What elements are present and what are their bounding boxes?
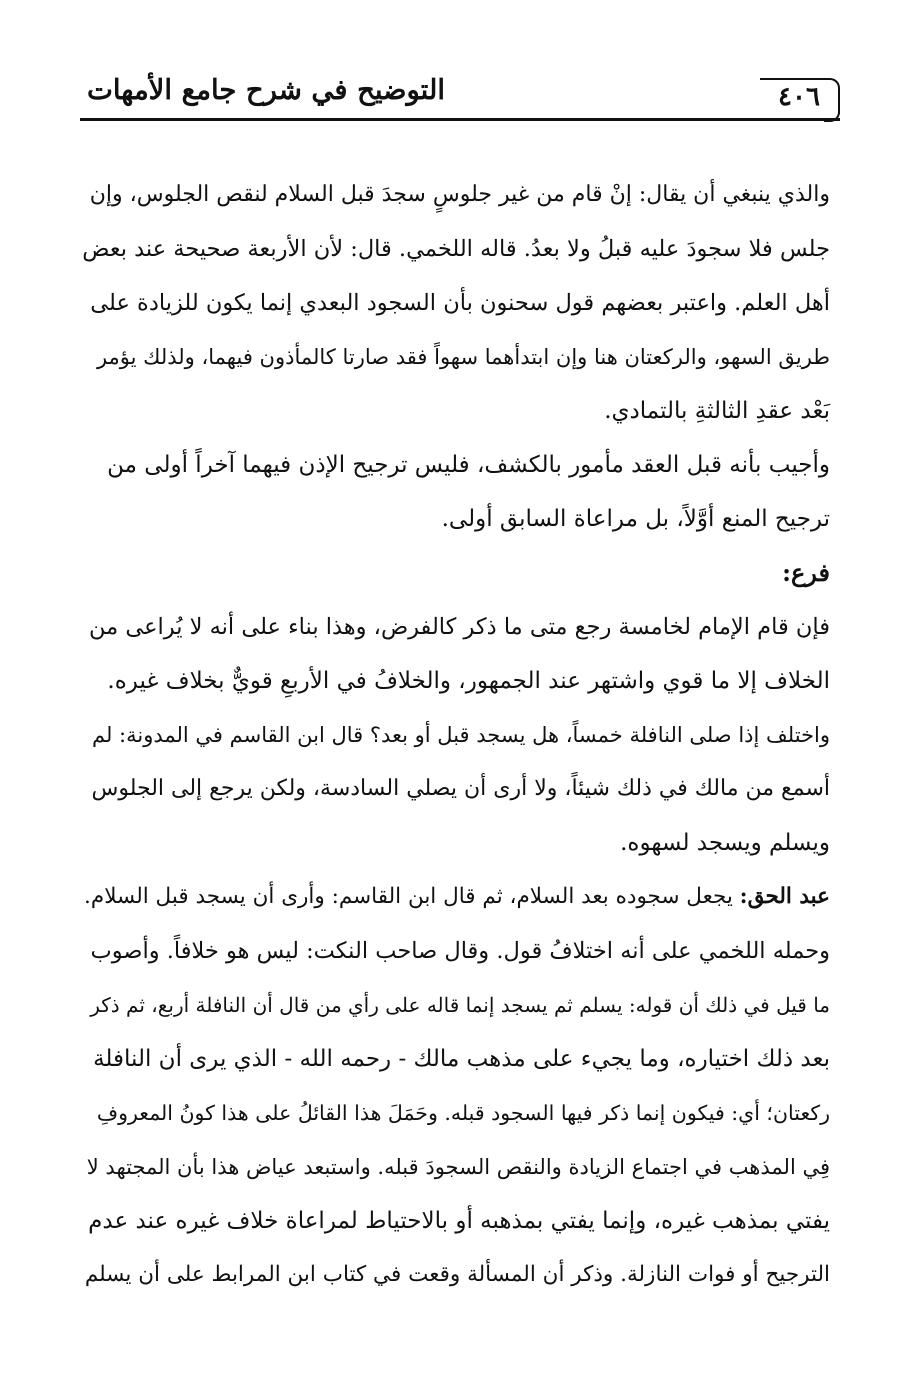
text-line: وأجيب بأنه قبل العقد مأمور بالكشف، فليس ترجيح الإذن فيهما آخراً أولى من [107,452,830,478]
text-line: ترجيح المنع أوَّلاً، بل مراعاة السابق أولى. [441,506,830,532]
text-line: والذي ينبغي أن يقال: إنْ قام من غير جلوسٍ سجدَ قبل السلام لنقص الجلوس، وإن [89,182,830,207]
text-line: واختلف إذا صلى النافلة خمساً، هل يسجد قبل أو بعد؟ قال ابن القاسم في المدونة: لم [91,723,830,747]
paragraph-1 [80,168,830,438]
text-line: الخلاف إلا ما قوي واشتهر عند الجمهور، والخلافُ في الأربعِ قويٌّ بخلاف غيره. [107,668,830,694]
text-line: يفتي بمذهب غيره، وإنما يفتي بمذهبه أو بالاحتياط لمراعاة خلاف غيره عند عدم [88,1208,830,1234]
book-title: التوضيح في شرح جامع الأمهات [87,74,445,106]
text-line: فِي المذهب في اجتماع الزيادة والنقص السجودَ قبله. واستبعد عياض هذا بأن المجتهد لا [86,1155,830,1179]
text-line: فإن قام الإمام لخامسة رجع متى ما ذكر كالفرض، وهذا بناء على أنه لا يُراعى من [89,614,830,640]
text-line: بعد ذلك اختياره، وما يجيء على مذهب مالك - رحمه الله - الذي يرى أن النافلة [93,1046,830,1072]
paragraph-4 [80,870,830,1302]
paragraph-2 [80,438,830,546]
text-line: بَعْد عقدِ الثالثةِ بالتمادي. [604,398,830,424]
page-body [80,168,830,1302]
text-line: أسمع من مالك في ذلك شيئاً، ولا أرى أن يصلي السادسة، ولكن يرجع إلى الجلوس [91,776,830,801]
text-line: ركعتان؛ أي: فيكون إنما ذكر فيها السجود قبله. وحَمَلَ هذا القائلُ على هذا كونُ المعروفِ [96,1101,830,1125]
author-name-abd-al-haqq: عبد الحق: [739,884,830,909]
heading-far: فرع: [782,558,830,587]
text-line: طريق السهو، والركعتان هنا وإن ابتدأهما سهواً فقد صارتا كالمأذون فيهما، ولذلك يؤمر [96,345,830,369]
header-rule [80,118,840,121]
text-line: ما قيل في ذلك أن قوله: يسلم ثم يسجد إنما قاله على رأي من قال أن النافلة أربع، ثم ذكر [90,993,830,1017]
paragraph-3 [80,600,830,870]
running-header [80,64,840,120]
text-line: ويسلم ويسجد لسهوه. [620,830,830,856]
text-line: أهل العلم. واعتبر بعضهم قول سحنون بأن السجود البعدي إنما يكون للزيادة على [90,290,830,316]
text-line [80,870,830,924]
section-heading [80,546,830,600]
text-line: الترجيح أو فوات النازلة. وذكر أن المسألة وقعت في كتاب ابن المرابط على أن يسلم [84,1262,830,1287]
page-number: ٤٠٦ [760,78,840,114]
text-line: وحمله اللخمي على أنه اختلافُ قول. وقال صاحب النكت: ليس هو خلافاً. وأصوب [90,938,830,964]
text-line: جلس فلا سجودَ عليه قبلُ ولا بعدُ. قاله اللخمي. قال: لأن الأربعة صحيحة عند بعض [82,236,830,262]
text-segment: يجعل سجوده بعد السلام، ثم قال ابن القاسم: وأرى أن يسجد قبل السلام. [84,884,740,909]
